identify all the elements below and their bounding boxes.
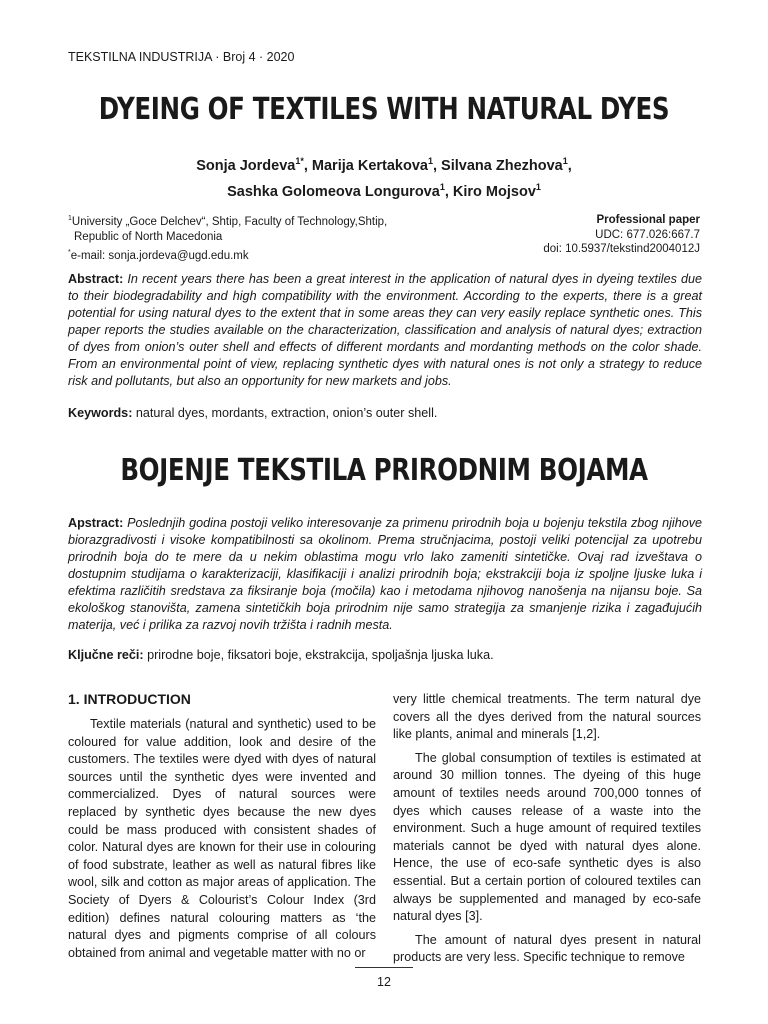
author-affil-mark: 1 — [439, 181, 445, 192]
author-list — [0, 151, 768, 203]
abstract-label: Apstract: — [68, 516, 124, 530]
paper-meta — [543, 213, 700, 257]
keywords-sr — [68, 647, 702, 664]
abstract-en — [68, 271, 702, 390]
author-name: Marija Kertakova — [311, 157, 428, 174]
author-name: Sonja Jordeva — [196, 157, 296, 174]
author-line-2: Sashka Golomeova Longurova$^1$, Kiro Mojsov$^1$ — [227, 181, 541, 200]
author-name: Kiro Mojsov — [452, 183, 536, 200]
author-name: Silvana Zhezhova — [441, 157, 563, 174]
author-affil-mark: 1 — [427, 156, 433, 166]
paper-type: Professional paper — [596, 214, 700, 226]
body-paragraph: Textile materials (natural and synthetic) used to be coloured for value addition, look and desire of the customers. The textiles were dyed with dyes of natural sources until the synthetic dyes were invented and commercialized. Dyes of natural sources were replaced by synthetic dyes because the new dyes could be mass produced with consistent shades of color. Natural dyes are known for their use in colouring of food substrate, leather as well as natural fibres like wool, silk and cotton as major areas of application. The Society of Dyers & Colourist’s Colour Index (3rd edition) defines natural colouring matters as ‘the natural dyes and pigments comprise of all colours obtained from animal and vegetable matter with no or — [68, 717, 376, 960]
paper-title-sr: BOJENJE TEKSTILA PRIRODNIM BOJAMA — [120, 453, 648, 488]
body-column-right — [393, 691, 701, 973]
abstract-label: Abstract: — [68, 272, 124, 286]
abstract-text: Poslednjih godina postoji veliko interesovanje za primenu prirodnih boja u bojenju tekstila zbog njihove biorazgradivosti i visoke kompatibilnosti sa okolinom. Prema stručnjacima, postoji veliki potencijal za upotrebu prirodnih boja do te mere da u nekim oblastima mogu vrlo lako zameniti sintetičke. Ovaj rad izveštava o dostupnim studijama o karakterizaciji, klasifikaciji i analizi prirodnih boja; ekstrakciji boja iz spoljne ljuske luka i efektima različitih sredstava za fiksiranje boja (močila) kao i metodama njihovog nanošenja na nijansu boje. Sa ekološkog stanovišta, zamena sintetičkih boja prirodnim nije samo strategija za smanjenje rizika i zagađujućih materija, već i prilika za razvoj novih tržišta i radnih mesta. — [68, 516, 703, 632]
keywords-en — [68, 405, 702, 422]
body-column-left — [68, 716, 376, 968]
author-affil-mark: 1 — [535, 181, 541, 192]
keywords-label: Ključne reči: — [68, 648, 144, 662]
body-paragraph: The amount of natural dyes present in natural products are very less. Specific technique to remove — [393, 932, 701, 965]
page-number: 12 — [377, 975, 391, 989]
author-name: Sashka Golomeova Longurova — [227, 183, 440, 200]
section-heading: 1. INTRODUCTION — [68, 691, 191, 707]
affil-mark: 1 — [68, 215, 72, 222]
abstract-text: In recent years there has been a great interest in the application of natural dyes in dyeing textiles due to their biodegradability and high compatibility with the environment. According to the experts, there is a great potential for using natural dyes to the extent that in some areas they can very easily replace synthetic ones. This paper reports the studies available on the characterization, classification and analysis of natural dyes; extraction of dyes from onion’s outer shell and effects of different mordants and mordanting methods on the color shade. From an environmental point of view, replacing synthetic dyes with natural ones is not only a strategy to reduce risk and pollutants, but also an opportunity for new markets and jobs. — [68, 272, 703, 388]
keywords-label: Keywords: — [68, 406, 133, 420]
paper-title-en: DYEING OF TEXTILES WITH NATURAL DYES — [98, 92, 670, 127]
affiliation — [68, 211, 387, 264]
author-affil-mark: 1* — [295, 156, 304, 166]
author-affil-mark: 1 — [562, 156, 568, 166]
udc-code: UDC: 677.026:667.7 — [595, 228, 700, 241]
email-mark: * — [68, 248, 71, 256]
keywords-text: natural dyes, mordants, extraction, onion’s outer shell. — [135, 406, 438, 420]
body-paragraph: The global consumption of textiles is estimated at around 30 million tonnes. The dyeing of this huge amount of textiles needs around 700,000 tonnes of dyes which causes release of a waste into the environment. Such a huge amount of required textiles materials cannot be dyed with natural dyes alone. Hence, the use of eco-safe synthetic dyes is also essential. But a certain portion of coloured textiles can always be supplemented and managed by eco-safe natural dyes [3]. — [393, 750, 701, 924]
affil-line-2: Republic of North Macedonia — [74, 230, 223, 243]
author-line-1: Sonja Jordeva$^{1*}$, Marija Kertakova$^1$, Silvana Zhezhova$^1$, — [196, 156, 572, 174]
contact-email: e-mail: sonja.jordeva@ugd.edu.mk — [70, 249, 249, 262]
body-paragraph: very little chemical treatments. The term natural dye covers all the dyes derived from the natural sources like plants, animal and minerals [1,2]. — [393, 692, 701, 742]
doi: doi: 10.5937/tekstind2004012J — [543, 243, 700, 255]
affil-line-1: University „Goce Delchev“, Shtip, Faculty of Technology,Shtip, — [71, 215, 388, 228]
abstract-sr — [68, 515, 702, 634]
keywords-text: prirodne boje, fiksatori boje, ekstrakcija, spoljašnja ljuska luka. — [147, 648, 494, 662]
running-head: TEKSTILNA INDUSTRIJA · Broj 4 · 2020 — [68, 50, 295, 64]
footer-rule — [355, 967, 413, 968]
